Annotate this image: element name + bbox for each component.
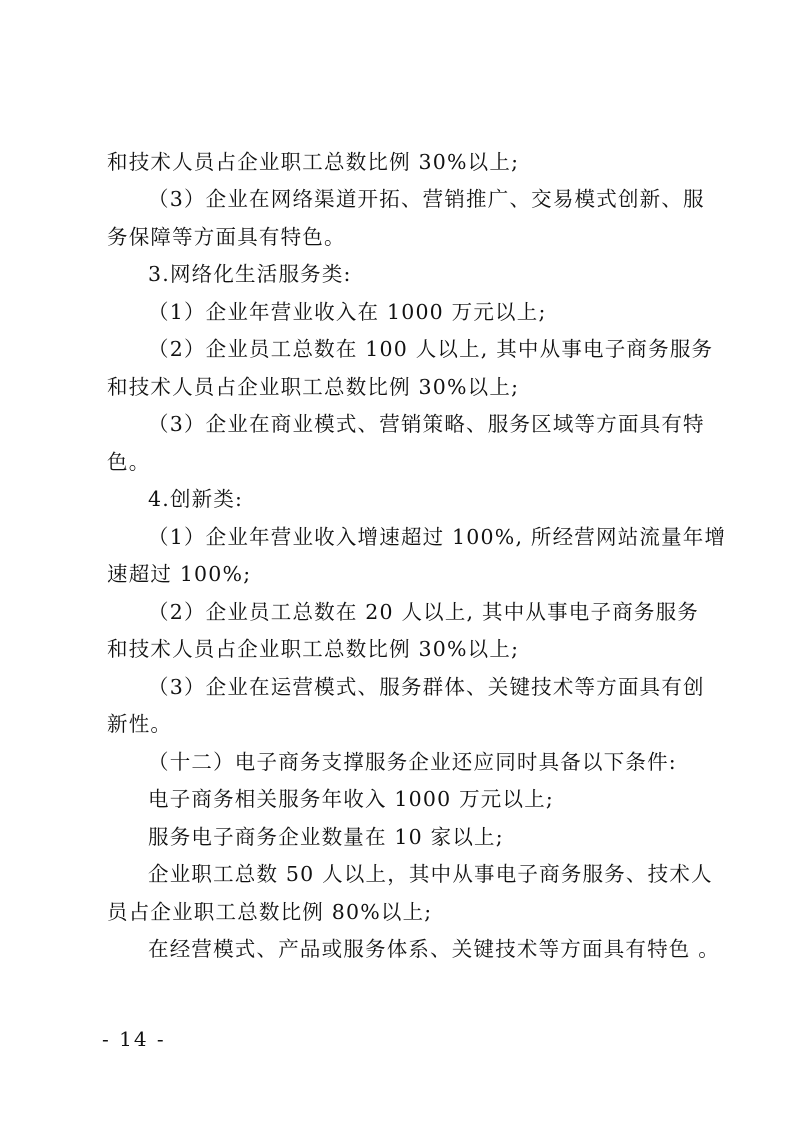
page-number: - 14 - (102, 1027, 166, 1051)
text-line: 4.创新类: (148, 487, 244, 511)
text-line: （2）企业员工总数在 20 人以上, 其中从事电子商务服务 (148, 600, 699, 624)
text-line: 3.网络化生活服务类: (148, 262, 352, 286)
text-line: 新性。 (107, 712, 173, 736)
text-line: 电子商务相关服务年收入 1000 万元以上; (148, 787, 555, 811)
text-line: 和技术人员占企业职工总数比例 30%以上; (107, 637, 520, 661)
text-line: （3）企业在运营模式、服务群体、关键技术等方面具有创 (148, 675, 705, 699)
text-line: （3）企业在商业模式、营销策略、服务区域等方面具有特 (148, 412, 705, 436)
text-line: （十二）电子商务支撑服务企业还应同时具备以下条件: (148, 750, 677, 774)
text-line: 服务电子商务企业数量在 10 家以上; (148, 825, 504, 849)
text-line: 速超过 100%; (107, 562, 252, 586)
text-line: 务保障等方面具有特色。 (107, 225, 346, 249)
text-line: 员占企业职工总数比例 80%以上; (107, 900, 433, 924)
text-line: 企业职工总数 50 人以上，其中从事电子商务服务、技术人 (148, 862, 713, 886)
text-line: （1）企业年营业收入增速超过 100%, 所经营网站流量年增 (148, 525, 727, 549)
text-line: （3）企业在网络渠道开拓、营销推广、交易模式创新、服 (148, 187, 705, 211)
text-line: 和技术人员占企业职工总数比例 30%以上; (107, 375, 520, 399)
text-line: （2）企业员工总数在 100 人以上, 其中从事电子商务服务 (148, 337, 714, 361)
text-line: 在经营模式、产品或服务体系、关键技术等方面具有特色 。 (148, 937, 720, 961)
text-line: 和技术人员占企业职工总数比例 30%以上; (107, 150, 520, 174)
text-line: 色。 (107, 450, 151, 474)
text-line: （1）企业年营业收入在 1000 万元以上; (148, 300, 547, 324)
